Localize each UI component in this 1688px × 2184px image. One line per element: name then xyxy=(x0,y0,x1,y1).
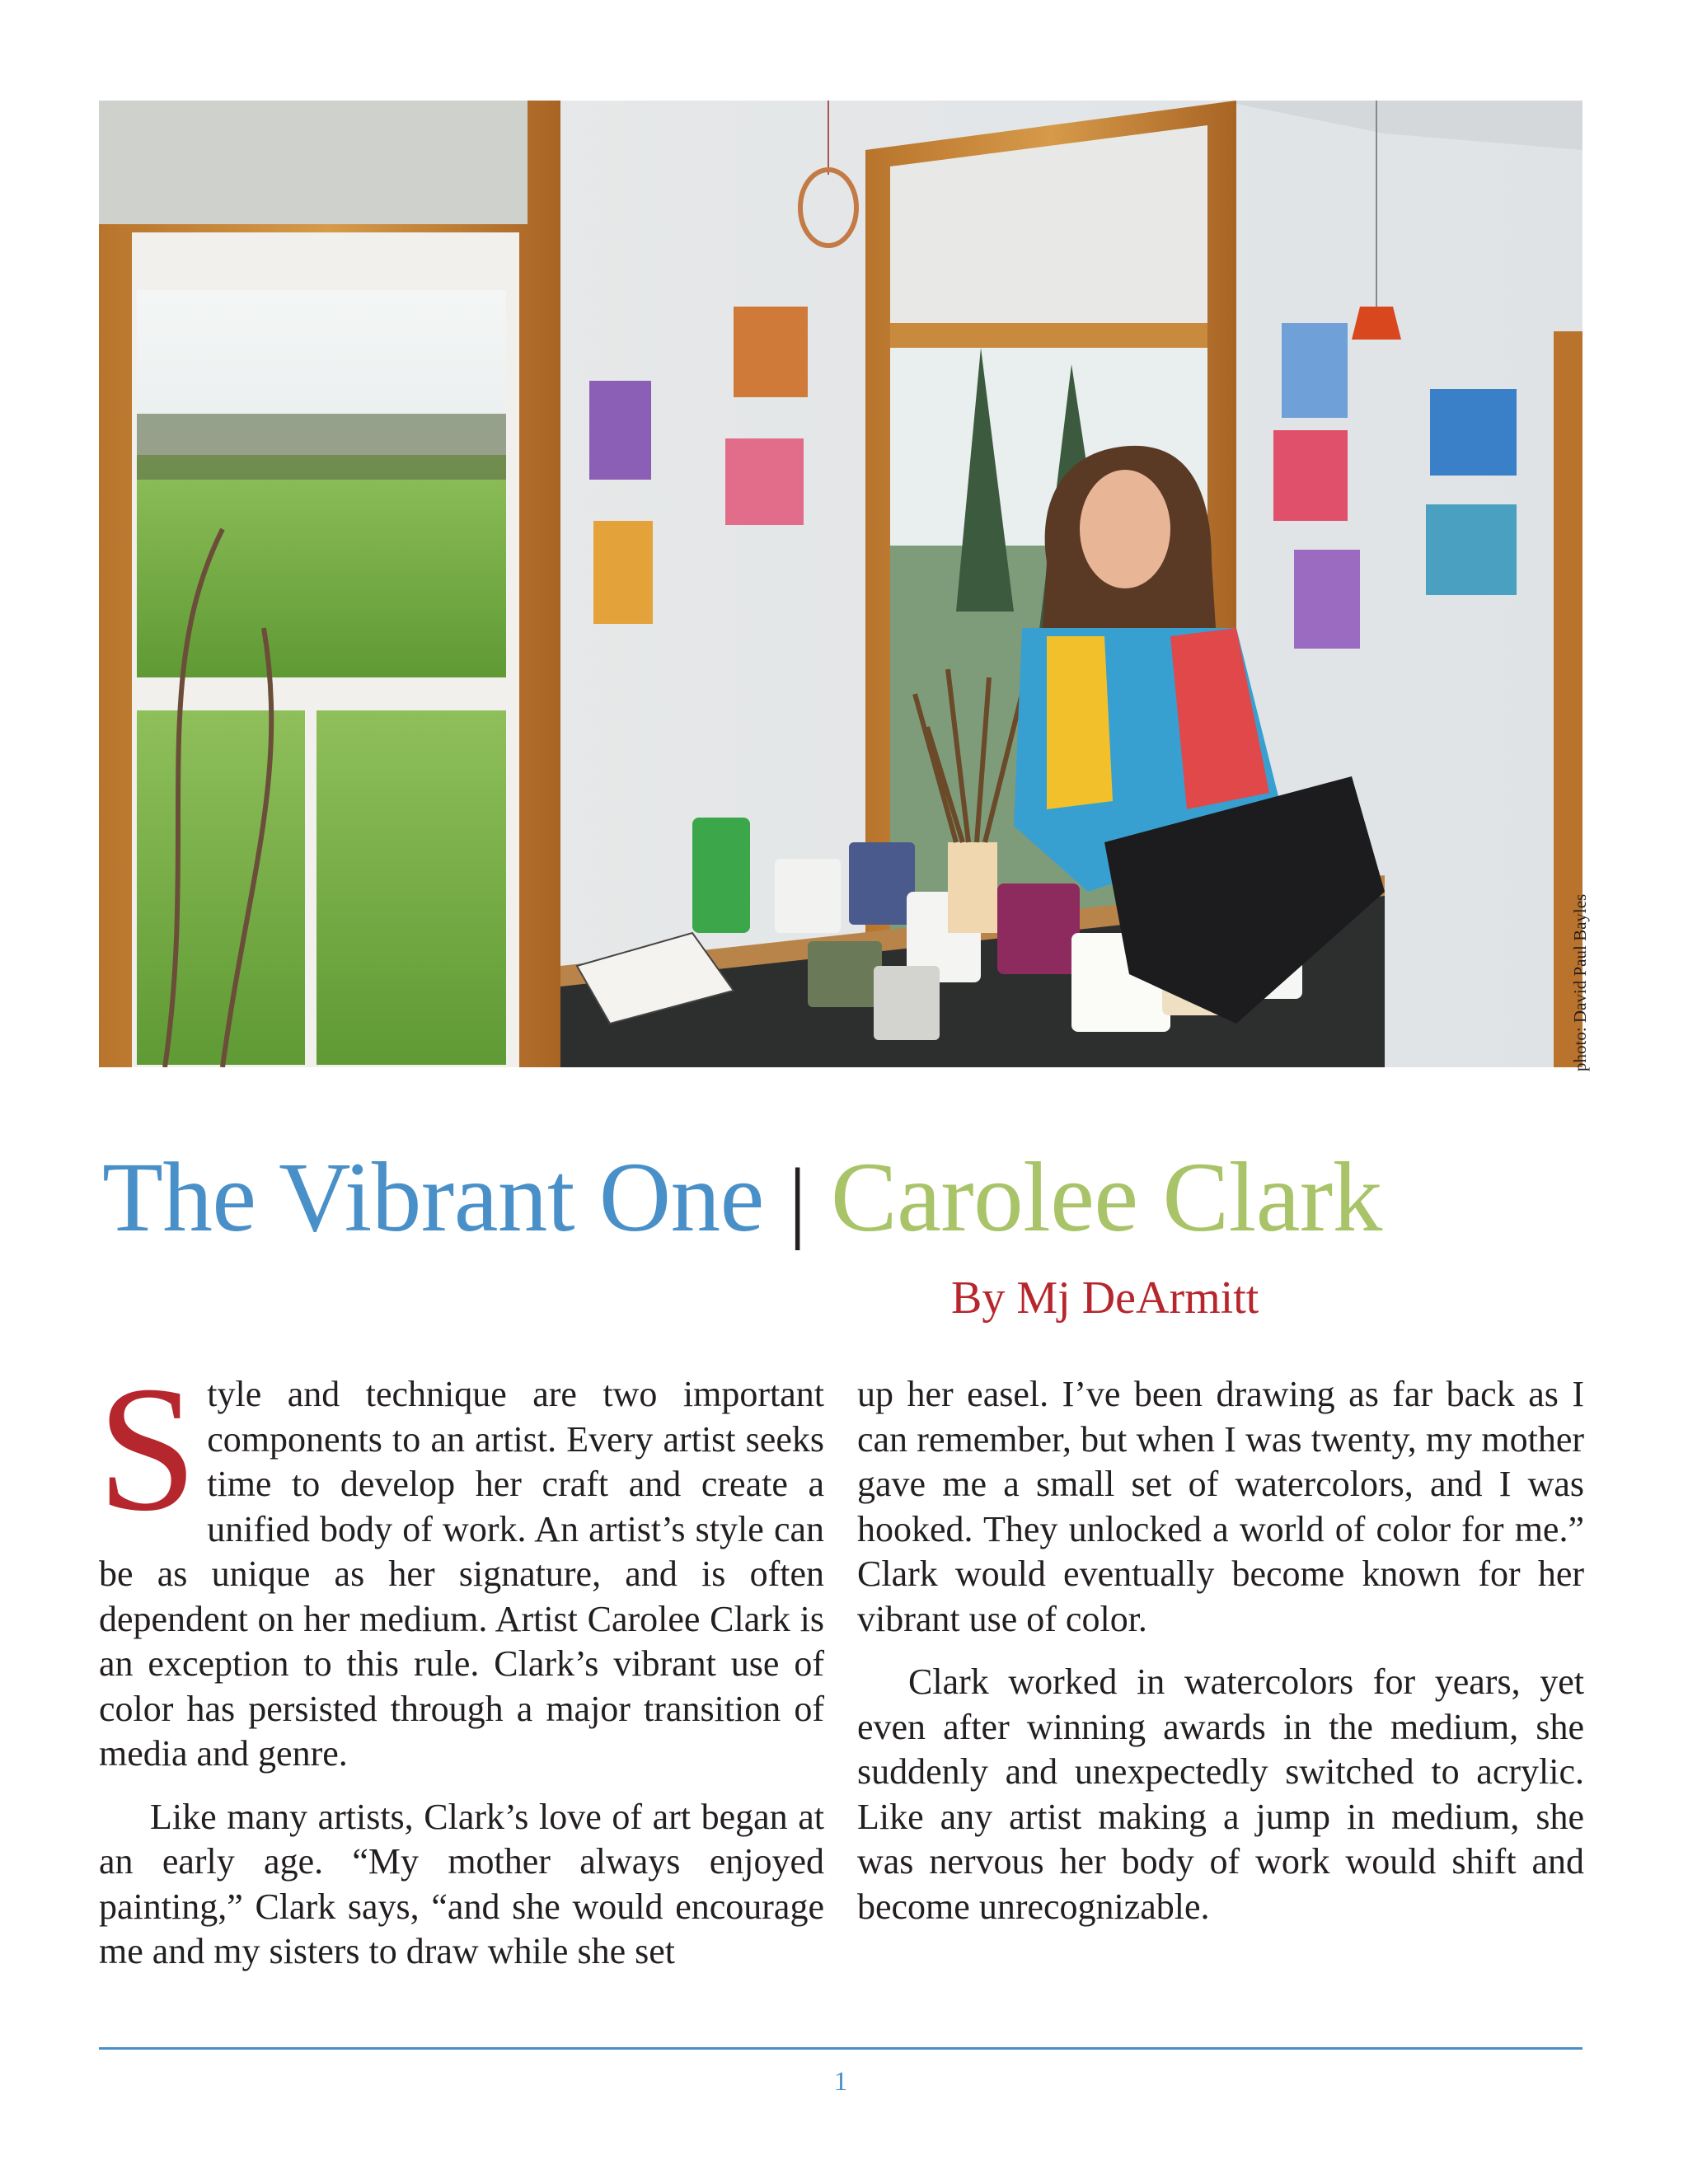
footer-rule xyxy=(99,2047,1582,2050)
studio-photo-illustration xyxy=(99,101,1582,1067)
paragraph: Like many artists, Clark’s love of art began at an early age. “My mother always enjoyed painting,” Clark says, “and she would encourage me and my sisters to draw while she set xyxy=(99,1796,824,1971)
title-part-1: The Vibrant One xyxy=(102,1142,764,1253)
column-right xyxy=(857,1372,1584,1929)
drop-cap: S xyxy=(97,1350,198,1549)
title-separator: | xyxy=(788,1150,807,1250)
column-left xyxy=(97,1350,824,1975)
article-photo xyxy=(99,101,1582,1067)
article-title xyxy=(102,1136,1586,1259)
paragraph-text: tyle and technique are two important components to an artist. Every artist seeks time to develop her craft and create a unified body of work. An artist’s style can be as unique as her signature, and is often dependent on her medium. Artist Carolee Clark is an exception to this rule. Clark’s vibrant use of color has persisted through a major transition of media and genre. xyxy=(99,1374,824,1774)
paragraph xyxy=(97,1350,824,1777)
page-number: 1 xyxy=(833,2067,848,2097)
byline: By Mj DeArmitt xyxy=(951,1272,1259,1324)
paragraph: up her easel. I’ve been drawing as far back as I can remember, but when I was twenty, my mother gave me a small set of watercolors, and I was hooked. They unlocked a world of color for me.” Clark would eventually become known for her vibrant use of color. xyxy=(857,1374,1584,1639)
photo-credit: photo: David Paul Bayles xyxy=(1570,893,1590,1071)
title-part-2: Carolee Clark xyxy=(830,1142,1382,1253)
paragraph: Clark worked in watercolors for years, yet even after winning awards in the medium, she suddenly and unexpectedly switched to acrylic. Like any artist making a jump in medium, she was nervous her body of work would shift and become unrecognizable. xyxy=(857,1661,1584,1927)
